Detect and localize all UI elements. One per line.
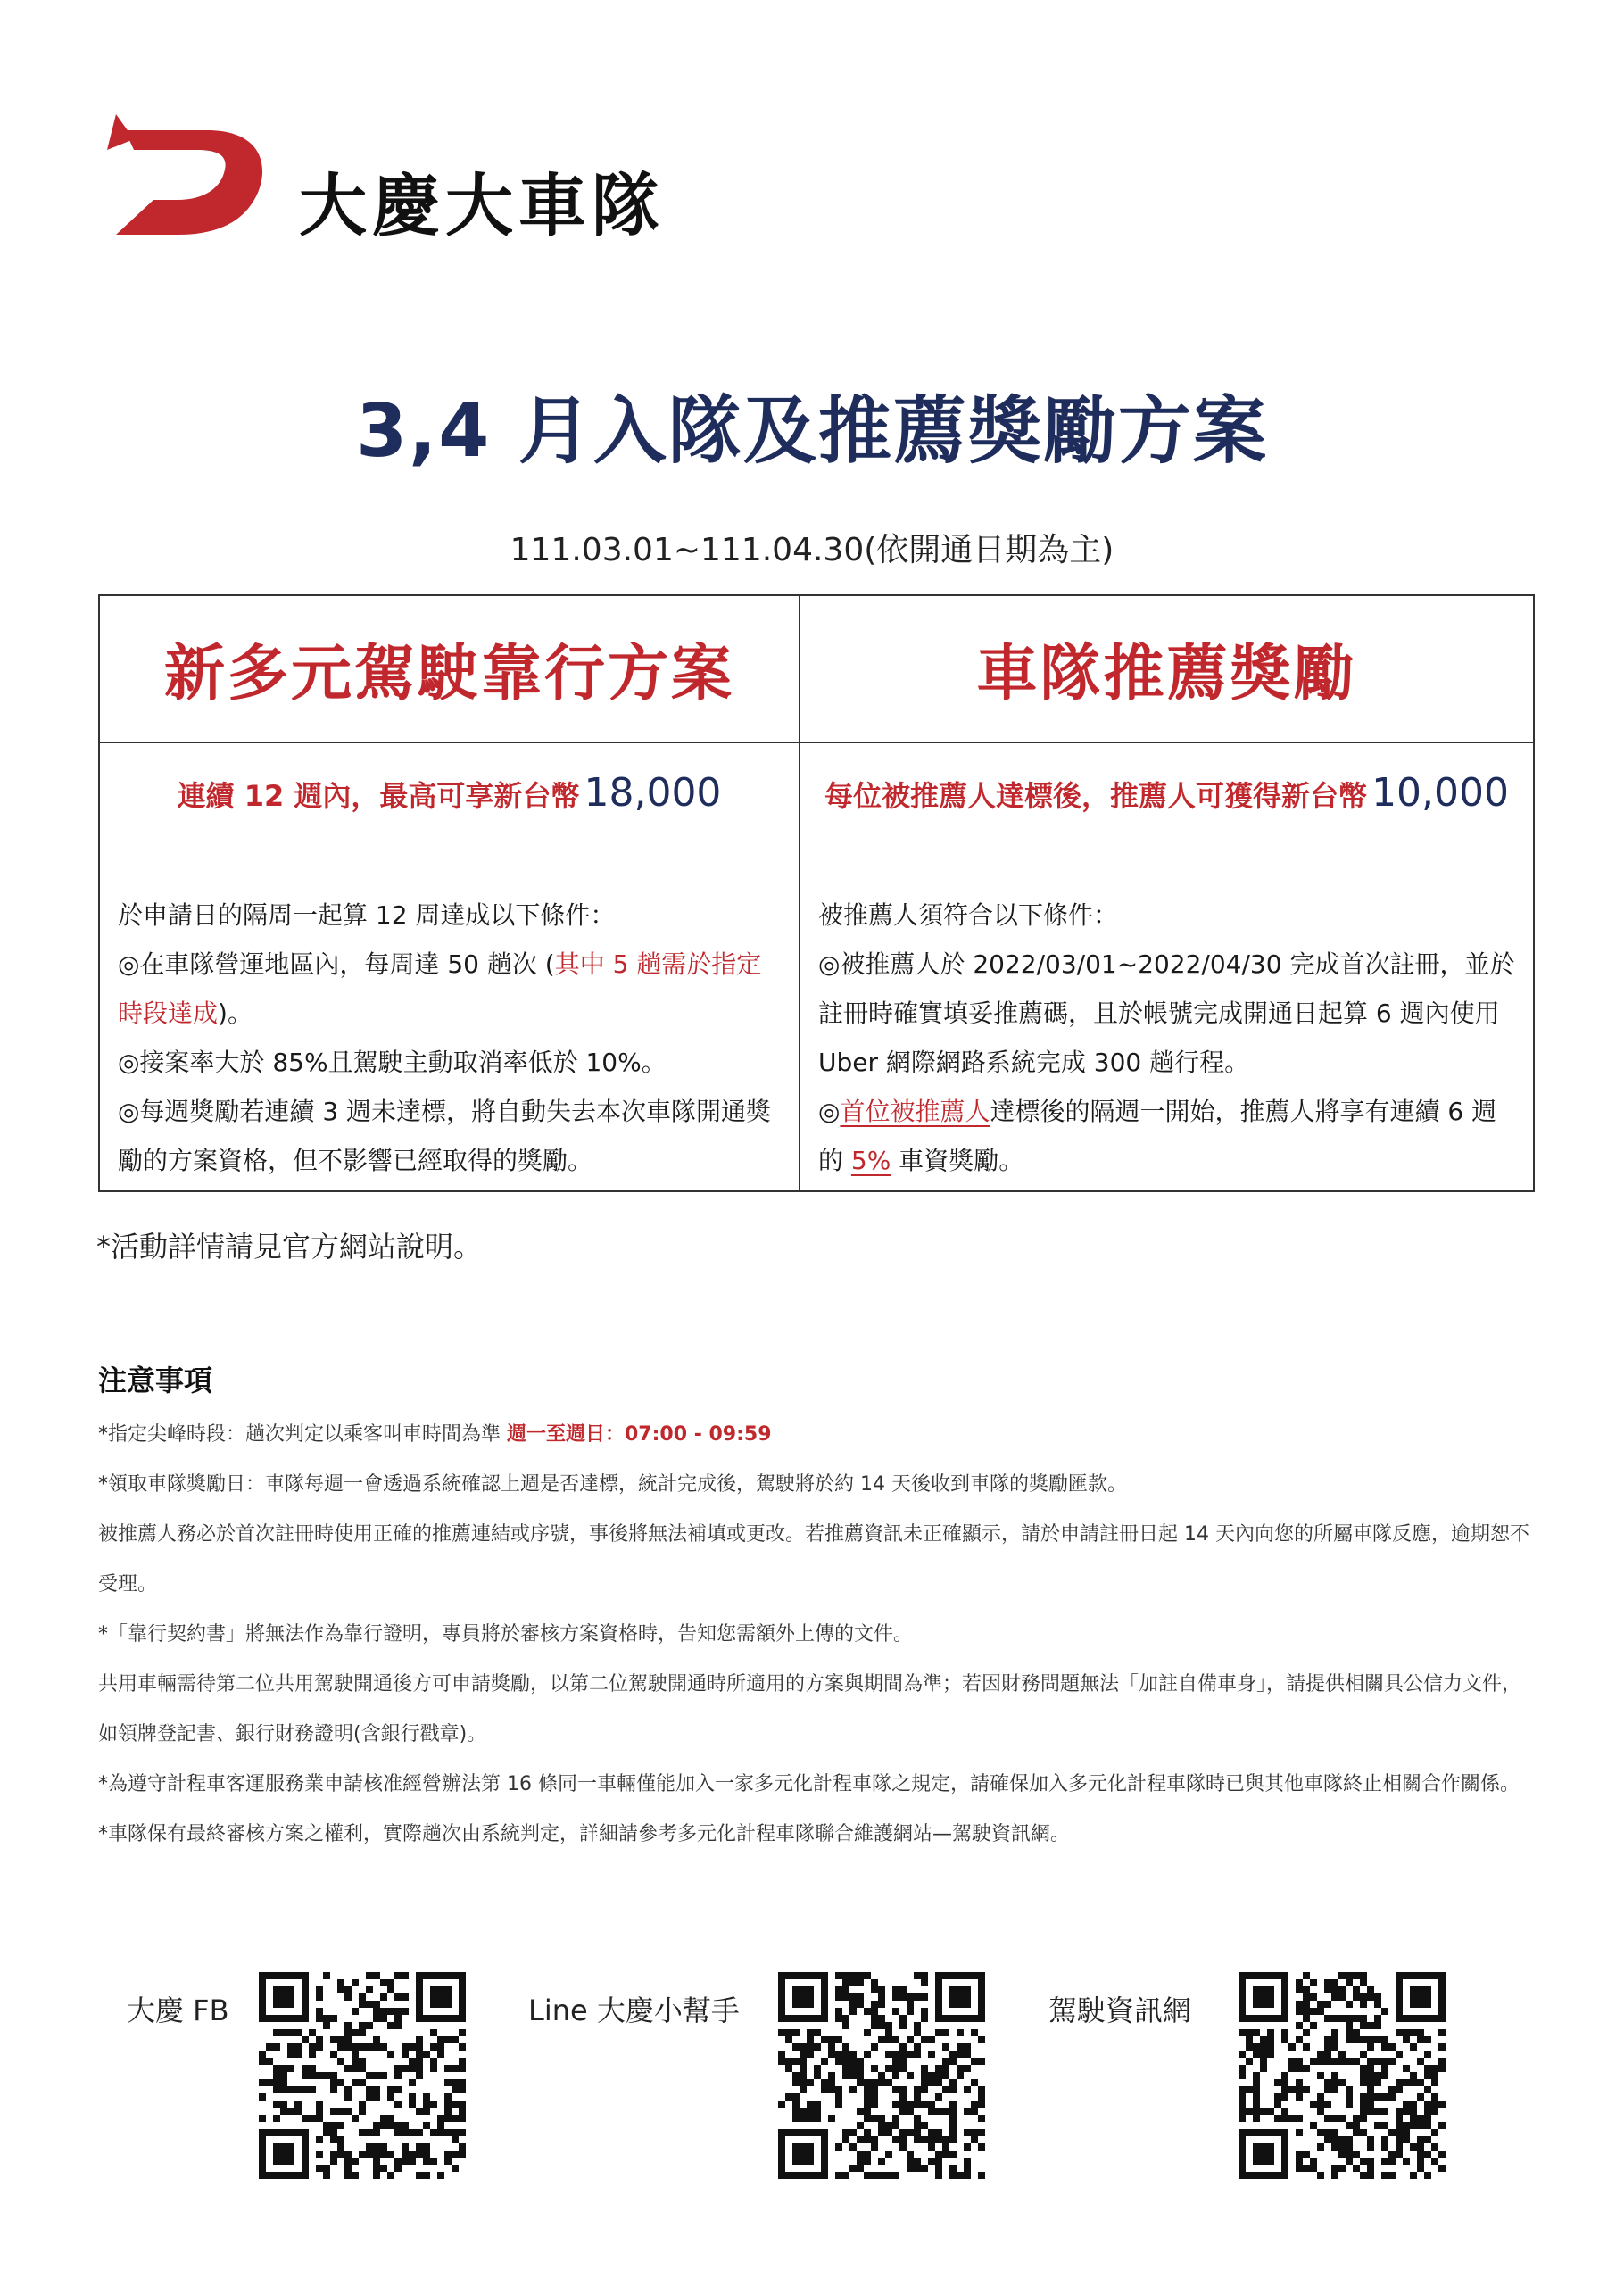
condition-item: ◎每週獎勵若連續 3 週未達標，將自動失去本次車隊開通獎勵的方案資格，但不影響已經取得的獎勵。 [118,1097,772,1175]
peak-time-requirement: 其中 5 趟需於指定時段達成 [118,949,762,1028]
referral-conditions [818,891,1515,1185]
d-arrow-logo [107,114,268,239]
note-item: 被推薦人務必於首次註冊時使用正確的推薦連結或序號，事後將無法補填或更改。若推薦資訊未正確顯示，請於申請註冊日起 14 天內向您的所屬車隊反應，逾期恕不受理。 [98,1523,1529,1596]
plans-table [98,594,1535,1192]
highlight-text: 連續 12 週內，最高可享新台幣 [177,779,580,813]
new-driver-plan [100,596,799,1190]
fb-qr-code-icon [259,1972,466,2179]
condition-item: ◎在車隊營運地區內，每周達 50 趟次 (其中 5 趟需於指定時段達成)。 [118,949,762,1028]
new-driver-plan-heading: 新多元駕駛靠行方案 [163,639,734,709]
driver-info-qr-code-icon [1239,1972,1446,2179]
note-item: *「靠行契約書」將無法作為靠行證明，專員將於審核方案資格時，告知您需額外上傳的文件。 [98,1623,914,1645]
notes-title: 注意事項 [98,1364,213,1397]
note-item: *為遵守計程車客運服務業申請核准經營辦法第 16 條同一車輛僅能加入一家多元化計程車隊之規定，請確保加入多元化計程車隊時已與其他車隊終止相關合作關係。 [98,1773,1520,1795]
highlight-text: 每位被推薦人達標後，推薦人可獲得新台幣 [824,779,1367,813]
condition-item: ◎被推薦人於 2022/03/01~2022/04/30 完成首次註冊，並於註冊時確實填妥推薦碼，且於帳號完成開通日起算 6 週內使用 Uber 網際網路系統完成 300 趟行程。 [818,949,1515,1077]
condition-item: ◎首位被推薦人達標後的隔週一開始，推薦人將享有連續 6 週的 5% 車資獎勵。 [818,1097,1497,1175]
condition-intro: 被推薦人須符合以下條件： [818,900,1119,930]
highlight-amount: 10,000 [1371,770,1510,816]
highlight-amount: 18,000 [584,770,722,816]
condition-item: ◎接案率大於 85%且駕駛主動取消率低於 10%。 [118,1048,667,1077]
promotion-period: 111.03.01~111.04.30(依開通日期為主) [510,532,1114,568]
new-driver-plan-highlight [100,770,799,816]
referral-plan-heading: 車隊推薦獎勵 [976,639,1357,709]
note-item: 共用車輛需待第二位共用駕駛開通後方可申請獎勵，以第二位駕駛開通時所適用的方案與期間為準；若因財務問題無法「加註自備車身」，請提供相關具公信力文件，如領牌登記書、銀行財務證明(含銀行戳章)。 [98,1673,1522,1745]
page-title: 3,4 月入隊及推薦獎勵方案 [356,389,1268,474]
brand-name: 大慶大車隊 [299,166,665,245]
referral-plan-highlight [800,770,1533,816]
new-driver-conditions [118,891,781,1185]
peak-time-range: 週一至週日：07:00 - 09:59 [507,1423,772,1446]
line-qr-code-icon [778,1972,985,2179]
note-item: *指定尖峰時段：趟次判定以乘客叫車時間為準 週一至週日：07:00 - 09:59 [98,1423,772,1446]
reward-percentage: 5% [850,1146,891,1175]
note-item: *領取車隊獎勵日：車隊每週一會透過系統確認上週是否達標，統計完成後，駕駛將於約 14 天後收到車隊的獎勵匯款。 [98,1473,1127,1496]
line-qr-label: Line 大慶小幫手 [528,1993,740,2027]
fb-qr-label: 大慶 FB [127,1993,229,2027]
referral-plan [800,596,1533,1190]
activity-note: *活動詳情請見官方網站說明。 [96,1230,483,1264]
note-item: *車隊保有最終審核方案之權利，實際趟次由系統判定，詳細請參考多元化計程車隊聯合維護網站—駕駛資訊網。 [98,1823,1071,1845]
condition-intro: 於申請日的隔周一起算 12 周達成以下條件： [118,900,616,930]
notes-list [98,1410,1535,1860]
driver-info-qr-label: 駕駛資訊網 [1048,1993,1192,2027]
first-referee-text: 首位被推薦人 [840,1097,990,1126]
